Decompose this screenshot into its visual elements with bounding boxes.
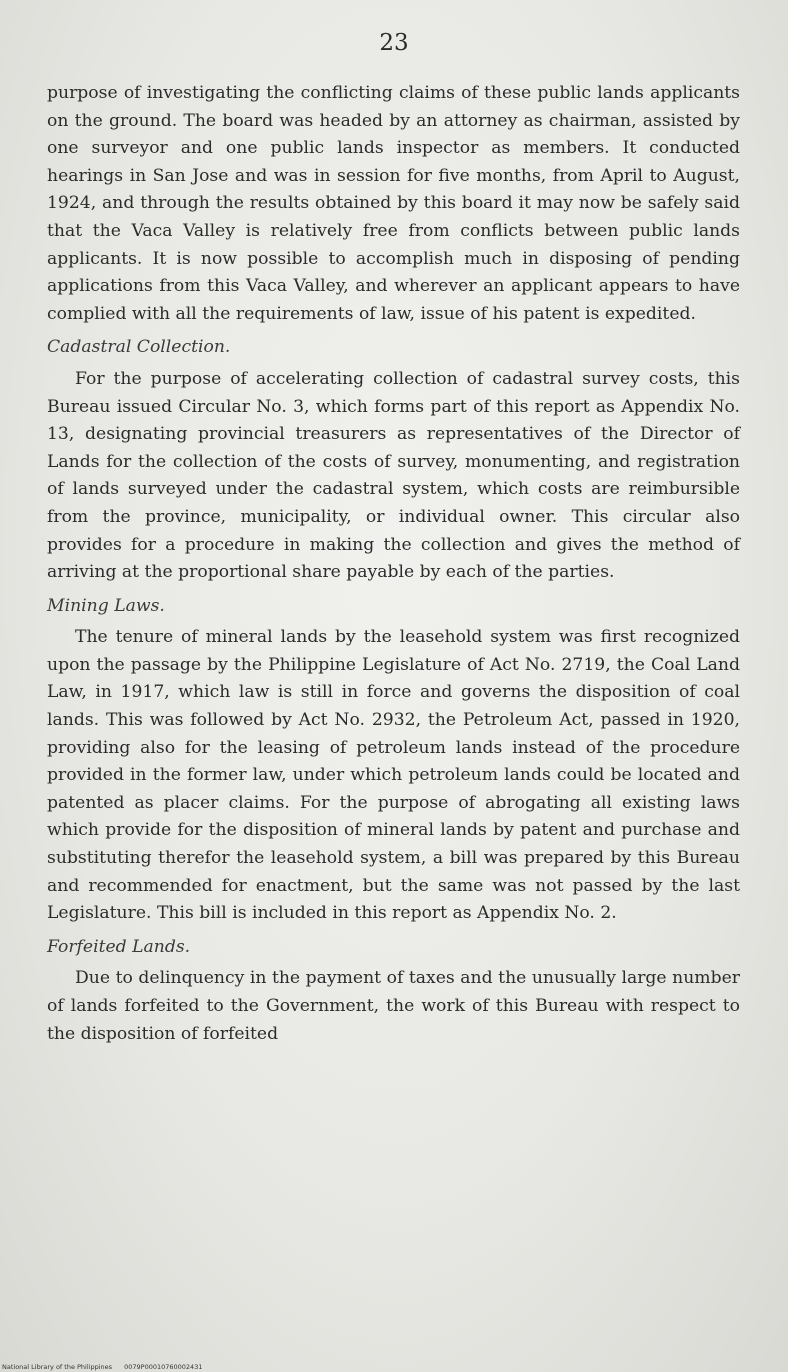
paragraph-forfeited-lands: Due to delinquency in the payment of taxes and the unusually large number of lands forfeited to the Government, the work of this Bureau with respect to the disposition of forfeited bbox=[47, 968, 740, 1044]
paragraph-continuation: purpose of investigating the conflicting claims of these public lands applicants on the ground. The board was headed by an attorney as chairman, assisted by one surveyor and one public lands inspector as members. It conducted hearings in San Jose and was in session for five months, from April to August, 1924, and through the results obtained by this board it may now be safely said that the Vaca Valley is relatively free from conflicts between public lands applicants. It is now possible to accomplish much in disposing of pending applications from this Vaca Valley, and wherever an applicant appears to have complied with all the requirements of law, issue of his patent is expedited. bbox=[47, 83, 740, 324]
section-heading-cadastral-collection: Cadastral Collection. bbox=[47, 337, 231, 358]
paragraph-mining-laws: The tenure of mineral lands by the leasehold system was first recognized upon the passage by the Philippine Legislature of Act No. 2719, the Coal Land Law, in 1917, which law is still in force and governs the disposition of coal lands. This was followed by Act No. 2932, the Petroleum Act, passed in 1920, providing also for the leasing of petroleum lands instead of the procedure provided in the former law, under which petroleum lands could be located and patented as placer claims. For the purpose of abrogating all existing laws which provide for the disposition of mineral lands by patent and purchase and substituting therefor the leasehold system, a bill was prepared by this Bureau and recommended for enactment, but the same was not passed by the last Legislature. This bill is included in this report as Appendix No. 2. bbox=[47, 627, 740, 924]
section-heading-mining-laws: Mining Laws. bbox=[47, 595, 165, 616]
section-heading-forfeited-lands: Forfeited Lands. bbox=[47, 936, 191, 957]
footer-code: 0079P00010760002431 bbox=[124, 1363, 203, 1371]
footer-library: National Library of the Philippines bbox=[2, 1363, 113, 1371]
paragraph-cadastral-collection: For the purpose of accelerating collection of cadastral survey costs, this Bureau issued Circular No. 3, which forms part of this report as Appendix No. 13, designating provincial treasurers as representatives of the Director of Lands for the collection of the costs of survey, monumenting, and registration of lands surveyed under the cadastral system, which costs are reimbursible from the province, municipality, or individual owner. This circular also provides for a procedure in making the collection and gives the method of arriving at the proportional share payable by each of the parties. bbox=[47, 368, 740, 583]
page-body bbox=[47, 80, 740, 1048]
scan-footer bbox=[2, 1363, 212, 1371]
page-number: 23 bbox=[379, 30, 409, 56]
